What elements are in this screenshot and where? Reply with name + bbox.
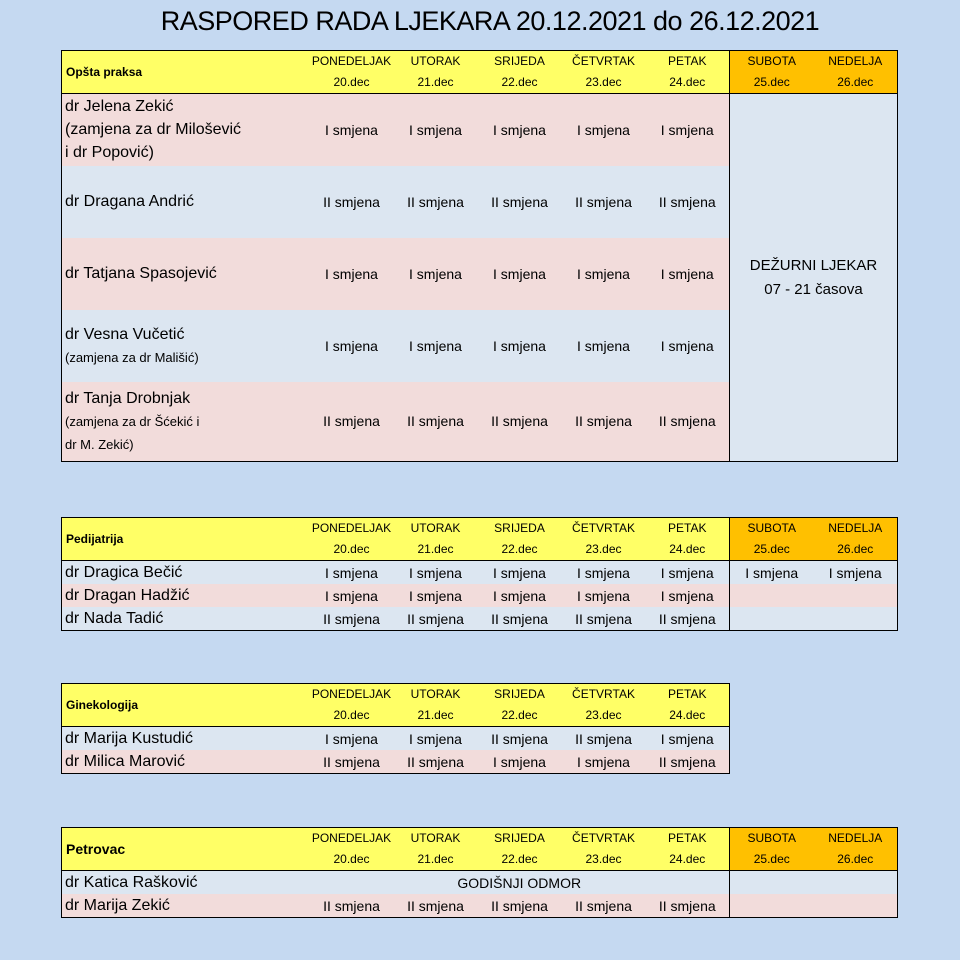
doctor-note: (zamjena za dr Mališić) <box>65 349 199 365</box>
date-header: 21.dec <box>394 71 478 94</box>
empty-cell <box>730 584 814 607</box>
doctor-note: i dr Popović) <box>65 144 154 162</box>
shift-cell: I smjena <box>394 238 478 310</box>
empty-cell <box>730 871 814 895</box>
section-title: Petrovac <box>62 828 310 871</box>
shift-cell: I smjena <box>394 584 478 607</box>
empty-cell <box>814 871 898 895</box>
shift-cell: I smjena <box>394 727 478 751</box>
shift-cell: II smjena <box>478 894 562 918</box>
petrovac-table <box>61 827 898 918</box>
date-header: 24.dec <box>646 71 730 94</box>
shift-cell: II smjena <box>562 894 646 918</box>
empty-cell <box>814 584 898 607</box>
opsta-praksa-table <box>61 50 898 462</box>
shift-cell: I smjena <box>394 94 478 166</box>
day-header: UTORAK <box>394 51 478 72</box>
shift-cell: II smjena <box>310 750 394 774</box>
shift-cell: I smjena <box>478 561 562 585</box>
shift-cell: I smjena <box>646 584 730 607</box>
empty-cell <box>814 894 898 918</box>
date-header: 24.dec <box>646 704 730 727</box>
shift-cell: II smjena <box>562 382 646 462</box>
day-header: ČETVRTAK <box>562 684 646 705</box>
shift-cell: I smjena <box>394 310 478 382</box>
day-header: ČETVRTAK <box>562 51 646 72</box>
shift-cell: I smjena <box>562 561 646 585</box>
shift-cell: II smjena <box>394 607 478 631</box>
shift-cell: II smjena <box>394 750 478 774</box>
shift-cell: II smjena <box>646 750 730 774</box>
empty-cell <box>814 607 898 631</box>
doctor-note: (zamjena za dr Milošević <box>65 121 242 139</box>
shift-cell: I smjena <box>646 727 730 751</box>
day-header: PETAK <box>646 51 730 72</box>
date-header: 22.dec <box>478 538 562 561</box>
shift-cell: I smjena <box>310 561 394 585</box>
doctor-name <box>62 94 310 166</box>
shift-cell: I smjena <box>646 94 730 166</box>
shift-cell: I smjena <box>562 310 646 382</box>
doctor-name: dr Milica Marović <box>62 750 310 774</box>
shift-cell: I smjena <box>814 561 898 585</box>
date-header: 25.dec <box>730 848 814 871</box>
date-header: 24.dec <box>646 538 730 561</box>
doctor-name: dr Marija Kustudić <box>62 727 310 751</box>
day-header: ČETVRTAK <box>562 518 646 539</box>
shift-cell: II smjena <box>394 166 478 238</box>
section-title: Pedijatrija <box>62 518 310 561</box>
date-header: 22.dec <box>478 848 562 871</box>
doctor-name: dr Nada Tadić <box>62 607 310 631</box>
shift-cell: I smjena <box>562 238 646 310</box>
day-header: SRIJEDA <box>478 518 562 539</box>
shift-cell: I smjena <box>646 238 730 310</box>
doctor-name-text: dr Vesna Vučetić <box>65 325 185 343</box>
shift-cell: I smjena <box>646 310 730 382</box>
shift-cell: II smjena <box>478 382 562 462</box>
day-header: NEDELJA <box>814 51 898 72</box>
date-header: 24.dec <box>646 848 730 871</box>
day-header: NEDELJA <box>814 828 898 849</box>
doctor-name: dr Katica Rašković <box>62 871 310 895</box>
duty-label: DEŽURNI LJEKAR <box>749 256 878 274</box>
date-header: 20.dec <box>310 538 394 561</box>
day-header: SUBOTA <box>730 828 814 849</box>
day-header: PONEDELJAK <box>310 684 394 705</box>
shift-cell: II smjena <box>646 894 730 918</box>
day-header: SUBOTA <box>730 51 814 72</box>
date-header: 20.dec <box>310 71 394 94</box>
shift-cell: I smjena <box>646 561 730 585</box>
day-header: PETAK <box>646 518 730 539</box>
shift-cell: I smjena <box>310 584 394 607</box>
shift-cell: II smjena <box>562 607 646 631</box>
day-header: PONEDELJAK <box>310 518 394 539</box>
empty-cell <box>730 607 814 631</box>
day-header: PONEDELJAK <box>310 51 394 72</box>
pedijatrija-table <box>61 517 898 631</box>
shift-cell: II smjena <box>394 382 478 462</box>
day-header: UTORAK <box>394 684 478 705</box>
date-header: 25.dec <box>730 71 814 94</box>
shift-cell: II smjena <box>646 166 730 238</box>
date-header: 21.dec <box>394 538 478 561</box>
date-header: 26.dec <box>814 848 898 871</box>
shift-cell: II smjena <box>310 166 394 238</box>
shift-cell: II smjena <box>478 166 562 238</box>
ginekologija-table <box>61 683 730 774</box>
doctor-name <box>62 382 310 462</box>
date-header: 23.dec <box>562 704 646 727</box>
date-header: 20.dec <box>310 848 394 871</box>
day-header: PETAK <box>646 828 730 849</box>
shift-cell: I smjena <box>310 310 394 382</box>
shift-cell: I smjena <box>562 584 646 607</box>
date-header: 22.dec <box>478 704 562 727</box>
doctor-name: dr Dragan Hadžić <box>62 584 310 607</box>
doctor-name: dr Dragana Andrić <box>62 166 310 238</box>
shift-cell: II smjena <box>310 607 394 631</box>
doctor-name <box>62 310 310 382</box>
date-header: 26.dec <box>814 71 898 94</box>
day-header: PONEDELJAK <box>310 828 394 849</box>
shift-cell: I smjena <box>478 310 562 382</box>
date-header: 21.dec <box>394 848 478 871</box>
doctor-name-text: dr Tanja Drobnjak <box>65 389 191 407</box>
shift-cell: II smjena <box>478 727 562 751</box>
day-header: SRIJEDA <box>478 828 562 849</box>
date-header: 21.dec <box>394 704 478 727</box>
shift-cell: II smjena <box>310 382 394 462</box>
shift-cell: I smjena <box>478 94 562 166</box>
shift-cell: I smjena <box>310 238 394 310</box>
section-title: Opšta praksa <box>62 51 310 94</box>
date-header: 23.dec <box>562 71 646 94</box>
shift-cell: II smjena <box>562 727 646 751</box>
shift-cell: II smjena <box>646 607 730 631</box>
duty-doctor-cell <box>730 94 898 462</box>
shift-cell: I smjena <box>562 750 646 774</box>
day-header: UTORAK <box>394 518 478 539</box>
shift-cell: II smjena <box>646 382 730 462</box>
day-header: SUBOTA <box>730 518 814 539</box>
shift-cell: I smjena <box>562 94 646 166</box>
doctor-name-text: dr Jelena Zekić <box>65 98 174 116</box>
shift-cell: I smjena <box>310 94 394 166</box>
date-header: 26.dec <box>814 538 898 561</box>
shift-cell: II smjena <box>478 607 562 631</box>
date-header: 25.dec <box>730 538 814 561</box>
shift-cell: II smjena <box>310 894 394 918</box>
vacation-cell: GODIŠNJI ODMOR <box>310 871 730 895</box>
date-header: 20.dec <box>310 704 394 727</box>
doctor-name: dr Tatjana Spasojević <box>62 238 310 310</box>
shift-cell: I smjena <box>478 238 562 310</box>
shift-cell: I smjena <box>478 750 562 774</box>
day-header: SRIJEDA <box>478 51 562 72</box>
shift-cell: I smjena <box>478 584 562 607</box>
shift-cell: II smjena <box>394 894 478 918</box>
day-header: PETAK <box>646 684 730 705</box>
doctor-name: dr Marija Zekić <box>62 894 310 918</box>
date-header: 23.dec <box>562 848 646 871</box>
date-header: 22.dec <box>478 71 562 94</box>
day-header: SRIJEDA <box>478 684 562 705</box>
doctor-note: (zamjena za dr Šćekić i <box>65 413 200 429</box>
duty-hours: 07 - 21 časova <box>764 280 863 298</box>
shift-cell: I smjena <box>730 561 814 585</box>
empty-cell <box>730 894 814 918</box>
day-header: NEDELJA <box>814 518 898 539</box>
section-title: Ginekologija <box>62 684 310 727</box>
page-title: RASPORED RADA LJEKARA 20.12.2021 do 26.12.2021 <box>160 6 820 36</box>
date-header: 23.dec <box>562 538 646 561</box>
day-header: ČETVRTAK <box>562 828 646 849</box>
doctor-name: dr Dragica Bečić <box>62 561 310 585</box>
shift-cell: I smjena <box>394 561 478 585</box>
doctor-note: dr M. Zekić) <box>65 436 134 452</box>
shift-cell: I smjena <box>310 727 394 751</box>
day-header: UTORAK <box>394 828 478 849</box>
shift-cell: II smjena <box>562 166 646 238</box>
